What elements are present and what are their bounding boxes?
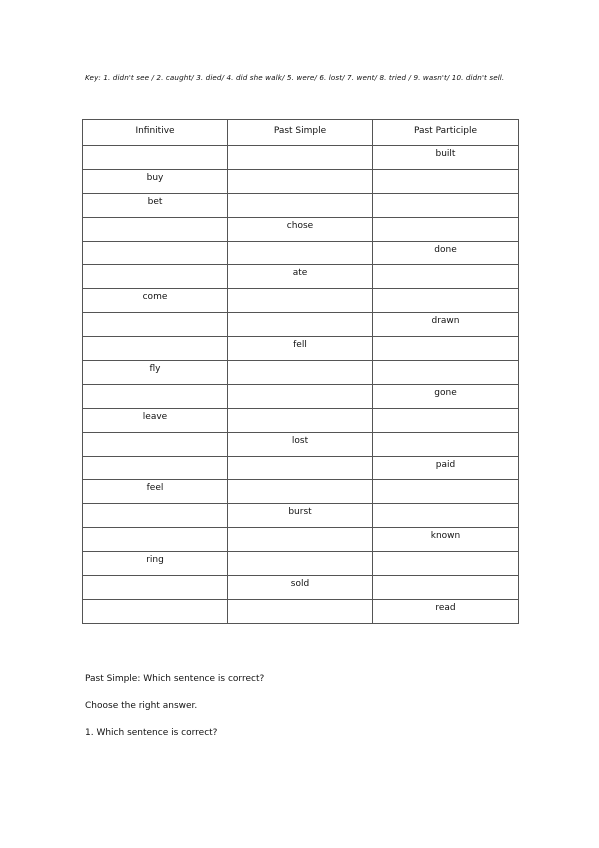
cell-past-simple	[228, 169, 373, 193]
table-row	[83, 169, 519, 193]
cell-infinitive: leave	[83, 408, 228, 432]
cell-past-participle	[373, 265, 519, 289]
table-row	[83, 599, 519, 623]
cell-past-participle	[373, 217, 519, 241]
cell-past-participle	[373, 480, 519, 504]
cell-past-simple	[228, 599, 373, 623]
cell-past-participle	[373, 289, 519, 313]
cell-past-simple	[228, 456, 373, 480]
cell-past-participle	[373, 361, 519, 385]
cell-past-participle: read	[373, 599, 519, 623]
cell-past-simple	[228, 528, 373, 552]
cell-past-simple	[228, 289, 373, 313]
cell-past-participle	[373, 408, 519, 432]
cell-past-simple	[228, 480, 373, 504]
table-row	[83, 193, 519, 217]
cell-past-simple	[228, 384, 373, 408]
table-row	[83, 408, 519, 432]
cell-infinitive	[83, 599, 228, 623]
cell-past-participle	[373, 552, 519, 576]
cell-infinitive	[83, 504, 228, 528]
cell-past-simple: ate	[228, 265, 373, 289]
cell-infinitive	[83, 432, 228, 456]
cell-infinitive	[83, 456, 228, 480]
cell-past-participle	[373, 504, 519, 528]
cell-past-participle: done	[373, 241, 519, 265]
table-row	[83, 576, 519, 600]
cell-infinitive: feel	[83, 480, 228, 504]
cell-past-simple	[228, 408, 373, 432]
table-row	[83, 146, 519, 170]
header-past-participle: Past Participle	[373, 120, 519, 146]
cell-past-simple	[228, 361, 373, 385]
cell-past-simple: fell	[228, 337, 373, 361]
cell-past-participle: built	[373, 146, 519, 170]
table-row	[83, 289, 519, 313]
cell-infinitive: fly	[83, 361, 228, 385]
cell-past-participle	[373, 576, 519, 600]
cell-infinitive: ring	[83, 552, 228, 576]
table-row	[83, 241, 519, 265]
cell-infinitive: buy	[83, 169, 228, 193]
cell-past-simple	[228, 552, 373, 576]
table-row	[83, 361, 519, 385]
cell-infinitive	[83, 265, 228, 289]
table-row	[83, 528, 519, 552]
table-row	[83, 337, 519, 361]
table-row	[83, 217, 519, 241]
table-row	[83, 552, 519, 576]
table-row	[83, 480, 519, 504]
cell-past-participle: paid	[373, 456, 519, 480]
cell-infinitive	[83, 241, 228, 265]
table-header-row	[83, 120, 519, 146]
cell-infinitive	[83, 576, 228, 600]
cell-past-participle: gone	[373, 384, 519, 408]
cell-infinitive: bet	[83, 193, 228, 217]
header-past-simple: Past Simple	[228, 120, 373, 146]
cell-infinitive	[83, 384, 228, 408]
cell-past-simple	[228, 313, 373, 337]
cell-infinitive	[83, 313, 228, 337]
header-infinitive: Infinitive	[83, 120, 228, 146]
cell-past-participle	[373, 169, 519, 193]
section-title: Past Simple: Which sentence is correct?	[85, 674, 265, 684]
table-row	[83, 384, 519, 408]
cell-past-simple	[228, 193, 373, 217]
cell-past-simple: chose	[228, 217, 373, 241]
cell-past-participle	[373, 432, 519, 456]
cell-past-simple: burst	[228, 504, 373, 528]
cell-past-participle: known	[373, 528, 519, 552]
cell-past-simple	[228, 241, 373, 265]
cell-past-simple	[228, 146, 373, 170]
cell-infinitive	[83, 337, 228, 361]
cell-infinitive	[83, 146, 228, 170]
table-row	[83, 265, 519, 289]
table-row	[83, 313, 519, 337]
cell-past-participle	[373, 337, 519, 361]
answer-key: Key: 1. didn't see / 2. caught/ 3. died/ 4. did she walk/ 5. were/ 6. lost/ 7. went/ 8. tried / 9. wasn't/ 10. didn't sell.	[85, 73, 505, 82]
table-row	[83, 456, 519, 480]
table-row	[83, 432, 519, 456]
cell-past-simple: lost	[228, 432, 373, 456]
cell-infinitive	[83, 217, 228, 241]
cell-past-participle	[373, 193, 519, 217]
question-1: 1. Which sentence is correct?	[85, 728, 218, 738]
irregular-verbs-table	[82, 119, 519, 624]
table-row	[83, 504, 519, 528]
cell-past-simple: sold	[228, 576, 373, 600]
cell-infinitive: come	[83, 289, 228, 313]
cell-past-participle: drawn	[373, 313, 519, 337]
cell-infinitive	[83, 528, 228, 552]
instruction-text: Choose the right answer.	[85, 701, 198, 711]
